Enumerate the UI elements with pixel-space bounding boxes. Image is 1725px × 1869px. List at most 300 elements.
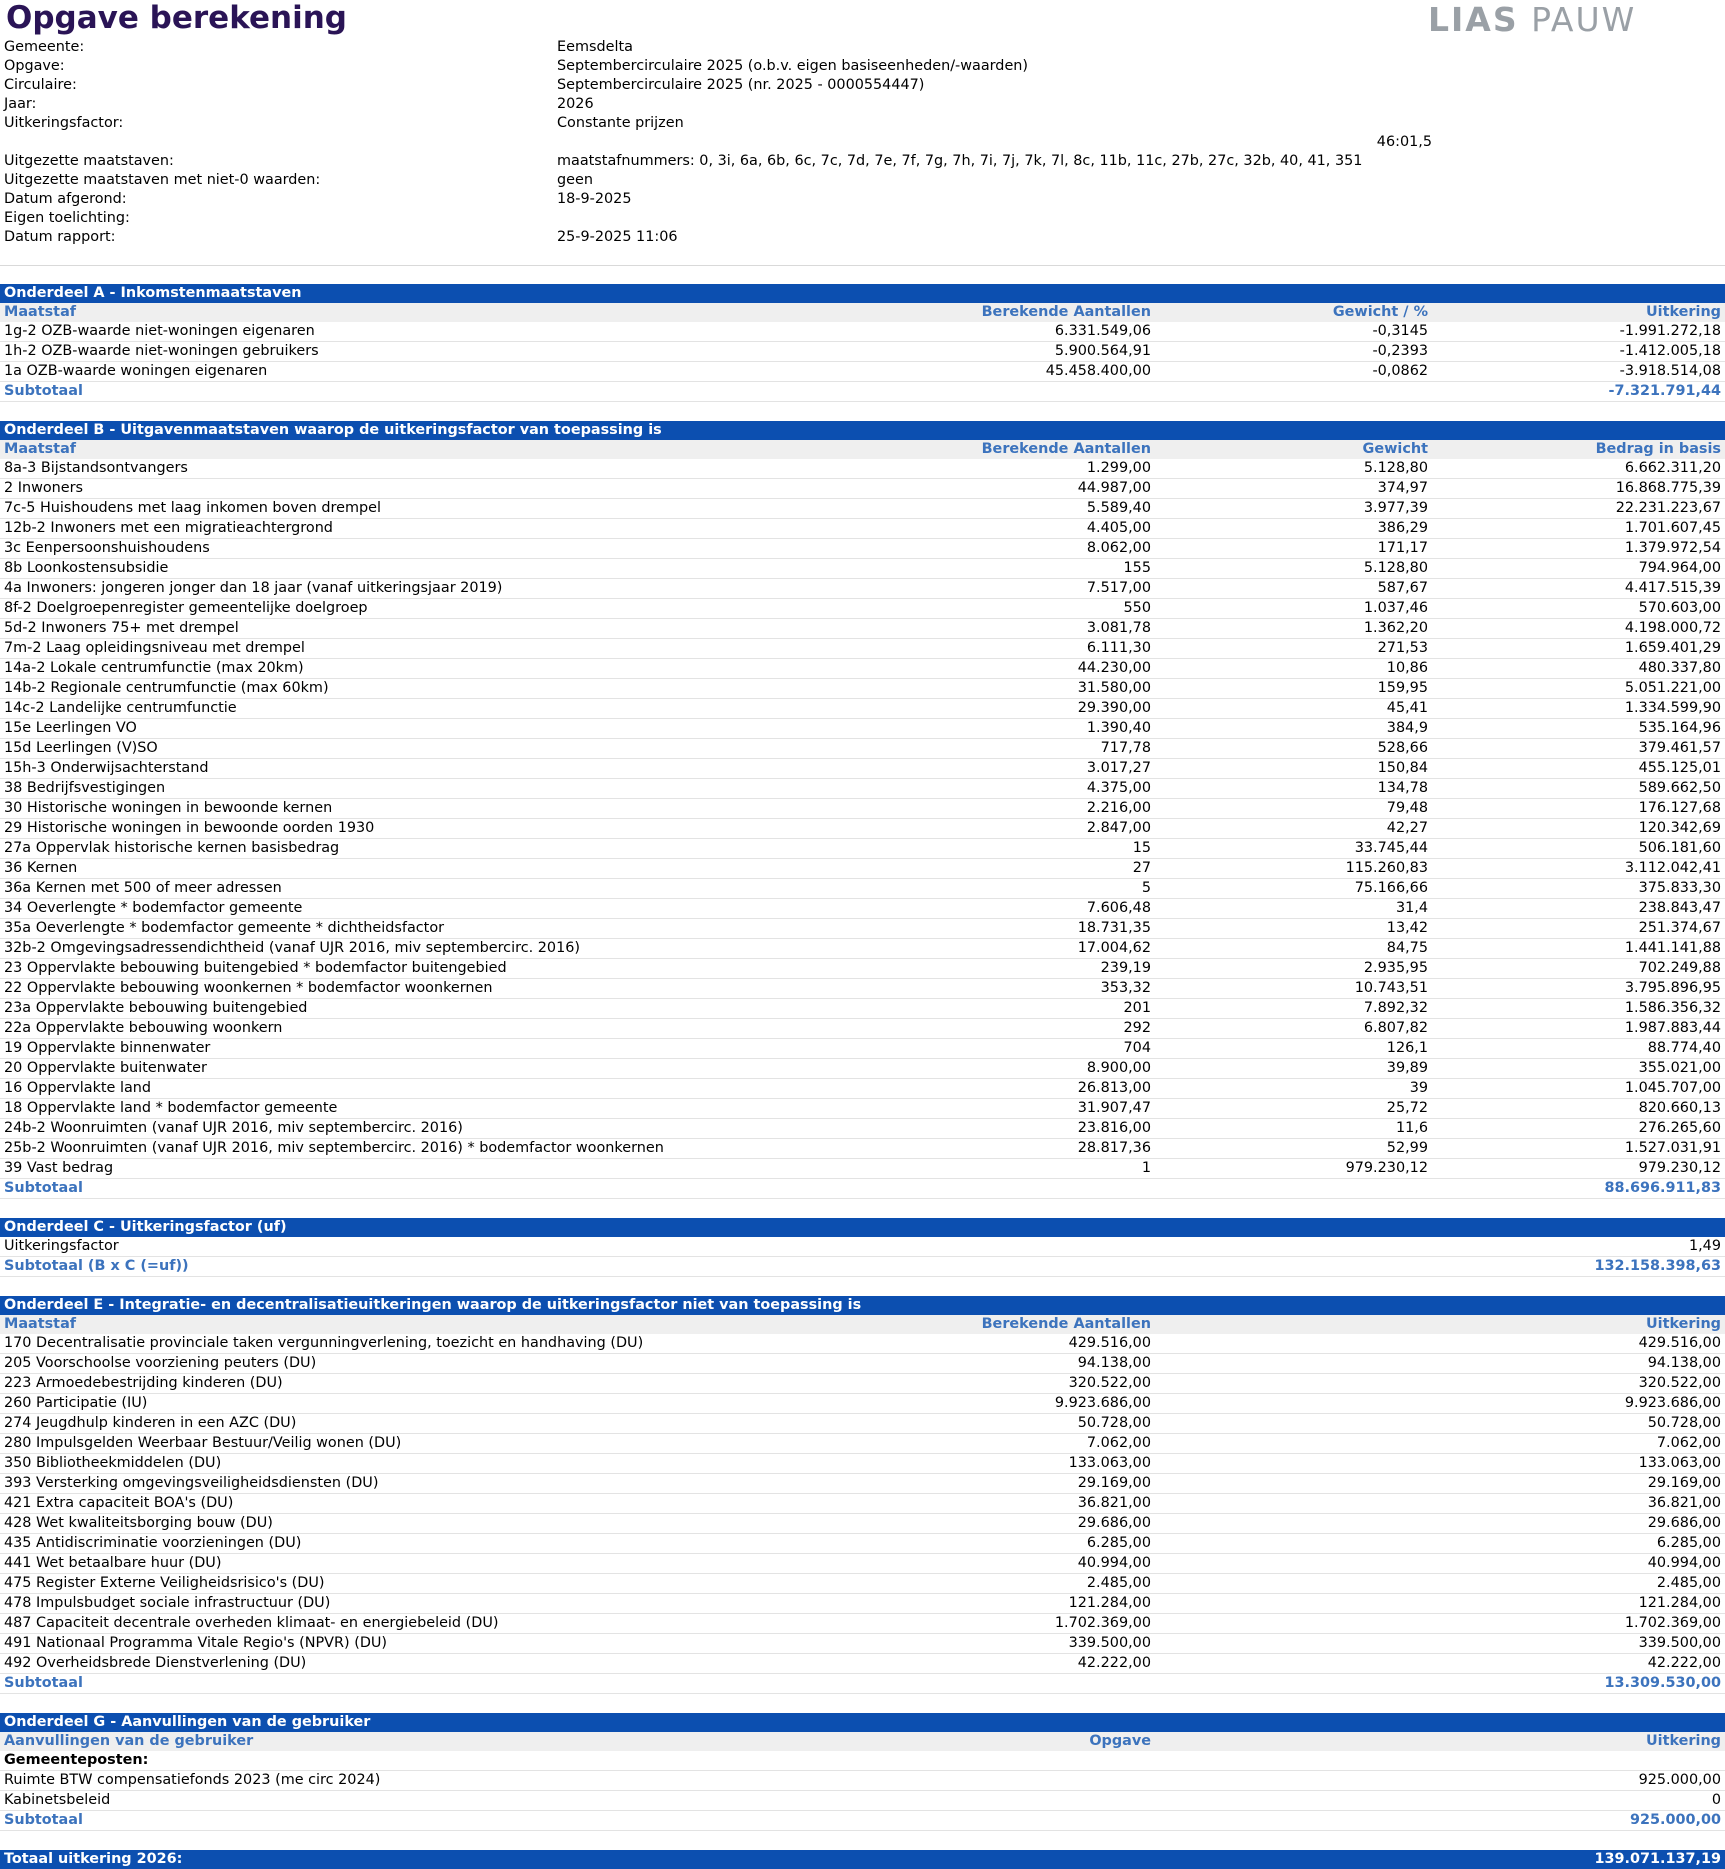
table-row xyxy=(0,1751,1725,1771)
table-cell: 535.164,96 xyxy=(1638,720,1721,736)
table-cell: 10,86 xyxy=(1386,660,1428,676)
table-cell: 5.589,40 xyxy=(1086,500,1151,516)
meta-value: 25-9-2025 11:06 xyxy=(557,229,678,245)
table-cell: 16 Oppervlakte land xyxy=(4,1080,152,1096)
subtotal-value: 13.309.530,00 xyxy=(1604,1675,1721,1691)
table-cell: 39,89 xyxy=(1386,1060,1428,1076)
table-cell: 18.731,35 xyxy=(1077,920,1151,936)
table-cell: 23 Oppervlakte bebouwing buitengebied * bodemfactor buitengebied xyxy=(4,960,507,976)
table-cell: -1.991.272,18 xyxy=(1619,323,1721,339)
table-cell: 280 Impulsgelden Weerbaar Bestuur/Veilig wonen (DU) xyxy=(4,1435,402,1451)
meta-value: maatstafnummers: 0, 3i, 6a, 6b, 6c, 7c, 7d, 7e, 7f, 7g, 7h, 7i, 7j, 7k, 7l, 8c, 11b, 11c, 27b, 27c, 32b, 40, 41, 351 xyxy=(557,153,1363,169)
table-row xyxy=(0,322,1725,342)
table-row xyxy=(0,1334,1725,1354)
table-cell: 35a Oeverlengte * bodemfactor gemeente * dichtheidsfactor xyxy=(4,920,445,936)
section-title: Onderdeel A - Inkomstenmaatstaven xyxy=(0,284,1725,303)
divider xyxy=(0,265,1725,266)
meta-value: 2026 xyxy=(557,96,594,112)
table-cell: 11,6 xyxy=(1395,1120,1428,1136)
table-row xyxy=(0,1139,1725,1159)
table-cell: 121.284,00 xyxy=(1068,1595,1151,1611)
table-row xyxy=(0,1791,1725,1811)
table-cell: 15 xyxy=(1132,840,1151,856)
table-cell: 28.817,36 xyxy=(1077,1140,1151,1156)
section-title: Onderdeel C - Uitkeringsfactor (uf) xyxy=(0,1218,1725,1237)
table-cell: 14a-2 Lokale centrumfunctie (max 20km) xyxy=(4,660,304,676)
meta-row xyxy=(4,209,1504,228)
meta-label: Circulaire: xyxy=(4,77,77,93)
table-cell: 14b-2 Regionale centrumfunctie (max 60km) xyxy=(4,680,329,696)
table-row xyxy=(0,699,1725,719)
table-row xyxy=(0,1414,1725,1434)
table-cell: 9.923.686,00 xyxy=(1054,1395,1151,1411)
table-cell: 339.500,00 xyxy=(1068,1635,1151,1651)
table-cell: 2 Inwoners xyxy=(4,480,84,496)
table-cell: -0,2393 xyxy=(1372,343,1428,359)
table-cell: 2.935,95 xyxy=(1363,960,1428,976)
table-row xyxy=(0,1019,1725,1039)
table-cell: 6.807,82 xyxy=(1363,1020,1428,1036)
table-cell: 6.285,00 xyxy=(1656,1535,1721,1551)
meta-value: 18-9-2025 xyxy=(557,191,632,207)
table-cell: 6.285,00 xyxy=(1086,1535,1151,1551)
table-cell: 350 Bibliotheekmiddelen (DU) xyxy=(4,1455,222,1471)
table-row xyxy=(0,599,1725,619)
table-cell: 29 Historische woningen in bewoonde oorden 1930 xyxy=(4,820,375,836)
table-cell: 3.017,27 xyxy=(1086,760,1151,776)
table-cell: 39 xyxy=(1409,1080,1428,1096)
table-header xyxy=(0,1315,1725,1334)
table-cell: 455.125,01 xyxy=(1638,760,1721,776)
table-cell: 441 Wet betaalbare huur (DU) xyxy=(4,1555,222,1571)
table-cell: 435 Antidiscriminatie voorzieningen (DU) xyxy=(4,1535,302,1551)
table-cell: 393 Versterking omgevingsveiligheidsdiensten (DU) xyxy=(4,1475,379,1491)
table-cell: 2.485,00 xyxy=(1656,1575,1721,1591)
table-row xyxy=(0,499,1725,519)
table-cell: 25,72 xyxy=(1386,1100,1428,1116)
table-cell: 19 Oppervlakte binnenwater xyxy=(4,1040,211,1056)
table-cell: 925.000,00 xyxy=(1638,1772,1721,1788)
table-row xyxy=(0,959,1725,979)
table-cell: 1 xyxy=(1141,1160,1151,1176)
table-row xyxy=(0,1474,1725,1494)
table-cell: 44.987,00 xyxy=(1077,480,1151,496)
table-row xyxy=(0,362,1725,382)
column-header: Berekende Aantallen xyxy=(981,304,1151,320)
table-cell: 8a-3 Bijstandsontvangers xyxy=(4,460,188,476)
table-cell: 1a OZB-waarde woningen eigenaren xyxy=(4,363,268,379)
table-row xyxy=(0,579,1725,599)
section-title: Onderdeel G - Aanvullingen van de gebruiker xyxy=(0,1713,1725,1732)
table-header xyxy=(0,1732,1725,1751)
table-cell: 84,75 xyxy=(1386,940,1428,956)
table-cell: 478 Impulsbudget sociale infrastructuur (DU) xyxy=(4,1595,331,1611)
meta-value: geen xyxy=(557,172,593,188)
table-cell: 8.062,00 xyxy=(1086,540,1151,556)
meta-label: Datum rapport: xyxy=(4,229,116,245)
table-cell: 29.169,00 xyxy=(1077,1475,1151,1491)
table-cell: 32b-2 Omgevingsadressendichtheid (vanaf UJR 2016, miv septembercirc. 2016) xyxy=(4,940,580,956)
column-header: Uitkering xyxy=(1645,304,1721,320)
table-cell: 8b Loonkostensubsidie xyxy=(4,560,169,576)
section-e xyxy=(0,1713,1725,1850)
table-cell: 274 Jeugdhulp kinderen in een AZC (DU) xyxy=(4,1415,297,1431)
table-cell: 27 xyxy=(1132,860,1151,876)
table-cell: 1.390,40 xyxy=(1086,720,1151,736)
table-cell: 239,19 xyxy=(1100,960,1151,976)
meta-label: Jaar: xyxy=(4,96,37,112)
table-cell: 133.063,00 xyxy=(1068,1455,1151,1471)
table-cell: 979.230,12 xyxy=(1345,1160,1428,1176)
section-spacer xyxy=(0,1199,1725,1218)
table-cell: 15e Leerlingen VO xyxy=(4,720,137,736)
table-cell: 4.417.515,39 xyxy=(1624,580,1721,596)
table-row xyxy=(0,719,1725,739)
table-row xyxy=(0,479,1725,499)
table-row xyxy=(0,779,1725,799)
table-row xyxy=(0,1374,1725,1394)
table-cell: 150,84 xyxy=(1377,760,1428,776)
meta-row xyxy=(4,95,1504,114)
table-row xyxy=(0,839,1725,859)
table-cell: 16.868.775,39 xyxy=(1615,480,1721,496)
meta-label: Uitkeringsfactor: xyxy=(4,115,124,131)
meta-value: Septembercirculaire 2025 (o.b.v. eigen basiseenheden/-waarden) xyxy=(557,58,1029,74)
meta-label: Uitgezette maatstaven: xyxy=(4,153,174,169)
table-cell: -0,0862 xyxy=(1372,363,1428,379)
table-cell: 25b-2 Woonruimten (vanaf UJR 2016, miv septembercirc. 2016) * bodemfactor woonkernen xyxy=(4,1140,664,1156)
table-row xyxy=(0,342,1725,362)
table-row xyxy=(0,1654,1725,1674)
table-cell: 26.813,00 xyxy=(1077,1080,1151,1096)
table-cell: 39 Vast bedrag xyxy=(4,1160,114,1176)
table-cell: 1.586.356,32 xyxy=(1624,1000,1721,1016)
table-cell: 1.441.141,88 xyxy=(1624,940,1721,956)
table-cell: 4.375,00 xyxy=(1086,780,1151,796)
table-cell: -1.412.005,18 xyxy=(1619,343,1721,359)
table-cell: Gemeenteposten: xyxy=(4,1752,149,1768)
table-cell: 428 Wet kwaliteitsborging bouw (DU) xyxy=(4,1515,273,1531)
section-spacer xyxy=(0,1694,1725,1713)
subtotal-label: Subtotaal xyxy=(4,1675,83,1691)
table-cell: 1.379.972,54 xyxy=(1624,540,1721,556)
table-cell: 1g-2 OZB-waarde niet-woningen eigenaren xyxy=(4,323,315,339)
subtotal-label: Subtotaal (B x C (=uf)) xyxy=(4,1258,189,1274)
total-label: Totaal uitkering 2026: xyxy=(4,1851,183,1867)
table-row xyxy=(0,1434,1725,1454)
table-cell: 23a Oppervlakte bebouwing buitengebied xyxy=(4,1000,308,1016)
table-cell: 353,32 xyxy=(1100,980,1151,996)
table-cell: 5.128,80 xyxy=(1363,560,1428,576)
table-cell: 45,41 xyxy=(1386,700,1428,716)
table-cell: 171,17 xyxy=(1377,540,1428,556)
table-cell: -0,3145 xyxy=(1372,323,1428,339)
subtotal-row xyxy=(0,1811,1725,1831)
subtotal-value: 925.000,00 xyxy=(1629,1812,1721,1828)
table-row xyxy=(0,1159,1725,1179)
table-cell: 355.021,00 xyxy=(1638,1060,1721,1076)
table-cell: 159,95 xyxy=(1377,680,1428,696)
table-cell: 40.994,00 xyxy=(1647,1555,1721,1571)
table-row xyxy=(0,859,1725,879)
column-header: Maatstaf xyxy=(4,441,77,457)
table-cell: Ruimte BTW compensatiefonds 2023 (me circ 2024) xyxy=(4,1772,381,1788)
table-cell: Uitkeringsfactor xyxy=(4,1238,119,1254)
table-cell: 20 Oppervlakte buitenwater xyxy=(4,1060,207,1076)
table-cell: 94.138,00 xyxy=(1077,1355,1151,1371)
table-cell: 1.702.369,00 xyxy=(1624,1615,1721,1631)
subtotal-label: Subtotaal xyxy=(4,383,83,399)
table-row xyxy=(0,1079,1725,1099)
table-cell: 429.516,00 xyxy=(1068,1335,1151,1351)
table-cell: 155 xyxy=(1123,560,1151,576)
table-cell: 176.127,68 xyxy=(1638,800,1721,816)
meta-value: Eemsdelta xyxy=(557,39,633,55)
table-row xyxy=(0,1099,1725,1119)
table-cell: 550 xyxy=(1123,600,1151,616)
table-cell: 794.964,00 xyxy=(1638,560,1721,576)
meta-row xyxy=(4,38,1504,57)
section-b xyxy=(0,421,1725,1218)
meta-aside-value: 46:01,5 xyxy=(1376,134,1432,150)
table-cell: 42.222,00 xyxy=(1077,1655,1151,1671)
table-cell: 1.659.401,29 xyxy=(1624,640,1721,656)
meta-row xyxy=(4,171,1504,190)
table-row xyxy=(0,539,1725,559)
table-cell: 491 Nationaal Programma Vitale Regio's (NPVR) (DU) xyxy=(4,1635,388,1651)
table-cell: 205 Voorschoolse voorziening peuters (DU) xyxy=(4,1355,317,1371)
column-header: Berekende Aantallen xyxy=(981,1316,1151,1332)
subtotal-value: -7.321.791,44 xyxy=(1608,383,1721,399)
table-cell: 9.923.686,00 xyxy=(1624,1395,1721,1411)
meta-row xyxy=(4,76,1504,95)
table-cell: 475 Register Externe Veiligheidsrisico's (DU) xyxy=(4,1575,325,1591)
lias-pauw-logo xyxy=(1428,0,1636,39)
section-spacer xyxy=(0,402,1725,421)
table-cell: 120.342,69 xyxy=(1638,820,1721,836)
table-cell: 29.390,00 xyxy=(1077,700,1151,716)
table-cell: 31.580,00 xyxy=(1077,680,1151,696)
table-header xyxy=(0,440,1725,459)
table-cell: 480.337,80 xyxy=(1638,660,1721,676)
table-cell: 1.299,00 xyxy=(1086,460,1151,476)
table-cell: 52,99 xyxy=(1386,1140,1428,1156)
table-cell: 88.774,40 xyxy=(1647,1040,1721,1056)
column-header: Maatstaf xyxy=(4,1316,77,1332)
meta-row xyxy=(4,133,1504,152)
table-row xyxy=(0,639,1725,659)
table-cell: 29.686,00 xyxy=(1647,1515,1721,1531)
table-cell: 30 Historische woningen in bewoonde kernen xyxy=(4,800,333,816)
table-cell: 2.216,00 xyxy=(1086,800,1151,816)
table-row xyxy=(0,1039,1725,1059)
table-cell: 22 Oppervlakte bebouwing woonkernen * bodemfactor woonkernen xyxy=(4,980,493,996)
table-cell: 587,67 xyxy=(1377,580,1428,596)
table-cell: 133.063,00 xyxy=(1638,1455,1721,1471)
table-cell: 1.527.031,91 xyxy=(1624,1140,1721,1156)
table-cell: 2.485,00 xyxy=(1086,1575,1151,1591)
table-cell: 29.686,00 xyxy=(1077,1515,1151,1531)
table-row xyxy=(0,759,1725,779)
table-cell: 79,48 xyxy=(1386,800,1428,816)
table-row xyxy=(0,1594,1725,1614)
table-cell: 14c-2 Landelijke centrumfunctie xyxy=(4,700,237,716)
table-row xyxy=(0,819,1725,839)
table-cell: 31,4 xyxy=(1395,900,1428,916)
section-title: Onderdeel B - Uitgavenmaatstaven waarop de uitkeringsfactor van toepassing is xyxy=(0,421,1725,440)
table-cell: 42,27 xyxy=(1386,820,1428,836)
section-a xyxy=(0,284,1725,421)
table-row xyxy=(0,1119,1725,1139)
table-cell: 1.334.599,90 xyxy=(1624,700,1721,716)
table-cell: 379.461,57 xyxy=(1638,740,1721,756)
table-cell: 6.662.311,20 xyxy=(1624,460,1721,476)
table-cell: 1,49 xyxy=(1688,1238,1721,1254)
table-row xyxy=(0,1554,1725,1574)
table-cell: 276.265,60 xyxy=(1638,1120,1721,1136)
table-cell: 7.892,32 xyxy=(1363,1000,1428,1016)
table-cell: 17.004,62 xyxy=(1077,940,1151,956)
table-cell: 40.994,00 xyxy=(1077,1555,1151,1571)
logo-part-1: LIAS xyxy=(1428,0,1519,39)
total-row xyxy=(0,1850,1725,1869)
table-row xyxy=(0,1454,1725,1474)
table-cell: 7.606,48 xyxy=(1086,900,1151,916)
table-row xyxy=(0,979,1725,999)
logo-part-2: PAUW xyxy=(1531,0,1637,39)
table-cell: 386,29 xyxy=(1377,520,1428,536)
table-cell: 50.728,00 xyxy=(1077,1415,1151,1431)
subtotal-row xyxy=(0,382,1725,402)
table-row xyxy=(0,659,1725,679)
table-cell: 7.062,00 xyxy=(1086,1435,1151,1451)
table-cell: 320.522,00 xyxy=(1638,1375,1721,1391)
table-cell: 271,53 xyxy=(1377,640,1428,656)
meta-row xyxy=(4,152,1504,171)
meta-label: Eigen toelichting: xyxy=(4,210,130,226)
table-row xyxy=(0,1534,1725,1554)
table-row xyxy=(0,1354,1725,1374)
table-row xyxy=(0,899,1725,919)
table-cell: 126,1 xyxy=(1386,1040,1428,1056)
subtotal-value: 88.696.911,83 xyxy=(1604,1180,1721,1196)
table-cell: 1.045.707,00 xyxy=(1624,1080,1721,1096)
table-cell: 7.517,00 xyxy=(1086,580,1151,596)
column-header: Opgave xyxy=(1089,1733,1151,1749)
table-cell: 979.230,12 xyxy=(1638,1160,1721,1176)
table-cell: 18 Oppervlakte land * bodemfactor gemeente xyxy=(4,1100,338,1116)
table-cell: 13,42 xyxy=(1386,920,1428,936)
table-cell: 421 Extra capaciteit BOA's (DU) xyxy=(4,1495,234,1511)
table-cell: 0 xyxy=(1711,1792,1721,1808)
table-cell: 7c-5 Huishoudens met laag inkomen boven drempel xyxy=(4,500,381,516)
table-cell: 3.977,39 xyxy=(1363,500,1428,516)
table-cell: 24b-2 Woonruimten (vanaf UJR 2016, miv septembercirc. 2016) xyxy=(4,1120,463,1136)
table-cell: 42.222,00 xyxy=(1647,1655,1721,1671)
table-cell: 570.603,00 xyxy=(1638,600,1721,616)
table-cell: 5.128,80 xyxy=(1363,460,1428,476)
table-cell: 238.843,47 xyxy=(1638,900,1721,916)
total-value: 139.071.137,19 xyxy=(1594,1851,1721,1867)
table-cell: 6.331.549,06 xyxy=(1054,323,1151,339)
table-row xyxy=(0,459,1725,479)
table-cell: 22.231.223,67 xyxy=(1615,500,1721,516)
meta-row xyxy=(4,228,1504,247)
meta-label: Uitgezette maatstaven met niet-0 waarden: xyxy=(4,172,321,188)
meta-label: Gemeente: xyxy=(4,39,85,55)
table-cell: 115.260,83 xyxy=(1345,860,1428,876)
table-row xyxy=(0,1614,1725,1634)
table-cell: 429.516,00 xyxy=(1638,1335,1721,1351)
meta-value: Constante prijzen xyxy=(557,115,684,131)
table-cell: 15d Leerlingen (V)SO xyxy=(4,740,158,756)
table-cell: 94.138,00 xyxy=(1647,1355,1721,1371)
table-cell: 31.907,47 xyxy=(1077,1100,1151,1116)
table-cell: 34 Oeverlengte * bodemfactor gemeente xyxy=(4,900,303,916)
table-cell: 2.847,00 xyxy=(1086,820,1151,836)
table-cell: 589.662,50 xyxy=(1638,780,1721,796)
table-cell: 384,9 xyxy=(1386,720,1428,736)
table-row xyxy=(0,1771,1725,1791)
section-c xyxy=(0,1218,1725,1296)
report-sections xyxy=(0,284,1725,1869)
table-row xyxy=(0,999,1725,1019)
column-header: Berekende Aantallen xyxy=(981,441,1151,457)
table-row xyxy=(0,739,1725,759)
table-cell: 134,78 xyxy=(1377,780,1428,796)
table-cell: 36.821,00 xyxy=(1077,1495,1151,1511)
subtotal-row xyxy=(0,1674,1725,1694)
table-cell: 15h-3 Onderwijsachterstand xyxy=(4,760,209,776)
table-cell: 44.230,00 xyxy=(1077,660,1151,676)
table-cell: 201 xyxy=(1123,1000,1151,1016)
meta-value: Septembercirculaire 2025 (nr. 2025 - 0000554447) xyxy=(557,77,925,93)
table-cell: 1.362,20 xyxy=(1363,620,1428,636)
table-cell: 5.900.564,91 xyxy=(1054,343,1151,359)
subtotal-label: Subtotaal xyxy=(4,1812,83,1828)
subtotal-row xyxy=(0,1179,1725,1199)
table-cell: 704 xyxy=(1123,1040,1151,1056)
column-header: Gewicht xyxy=(1362,441,1428,457)
table-row xyxy=(0,1574,1725,1594)
table-cell: 6.111,30 xyxy=(1086,640,1151,656)
table-cell: -3.918.514,08 xyxy=(1619,363,1721,379)
column-header: Gewicht / % xyxy=(1332,304,1428,320)
table-cell: 375.833,30 xyxy=(1638,880,1721,896)
table-cell: 1.702.369,00 xyxy=(1054,1615,1151,1631)
table-cell: 223 Armoedebestrijding kinderen (DU) xyxy=(4,1375,283,1391)
section-spacer xyxy=(0,1831,1725,1850)
column-header: Aanvullingen van de gebruiker xyxy=(4,1733,254,1749)
table-cell: 3.081,78 xyxy=(1086,620,1151,636)
section-spacer xyxy=(0,1277,1725,1296)
table-cell: 36.821,00 xyxy=(1647,1495,1721,1511)
table-row xyxy=(0,619,1725,639)
table-cell: 3c Eenpersoonshuishoudens xyxy=(4,540,210,556)
table-row xyxy=(0,1634,1725,1654)
table-cell: 45.458.400,00 xyxy=(1045,363,1151,379)
column-header: Uitkering xyxy=(1645,1733,1721,1749)
table-header xyxy=(0,303,1725,322)
meta-row xyxy=(4,57,1504,76)
section-d xyxy=(0,1296,1725,1713)
table-cell: 3.112.042,41 xyxy=(1624,860,1721,876)
table-cell: 50.728,00 xyxy=(1647,1415,1721,1431)
table-cell: 27a Oppervlak historische kernen basisbedrag xyxy=(4,840,340,856)
table-row xyxy=(0,1514,1725,1534)
table-row xyxy=(0,939,1725,959)
table-cell: 320.522,00 xyxy=(1068,1375,1151,1391)
